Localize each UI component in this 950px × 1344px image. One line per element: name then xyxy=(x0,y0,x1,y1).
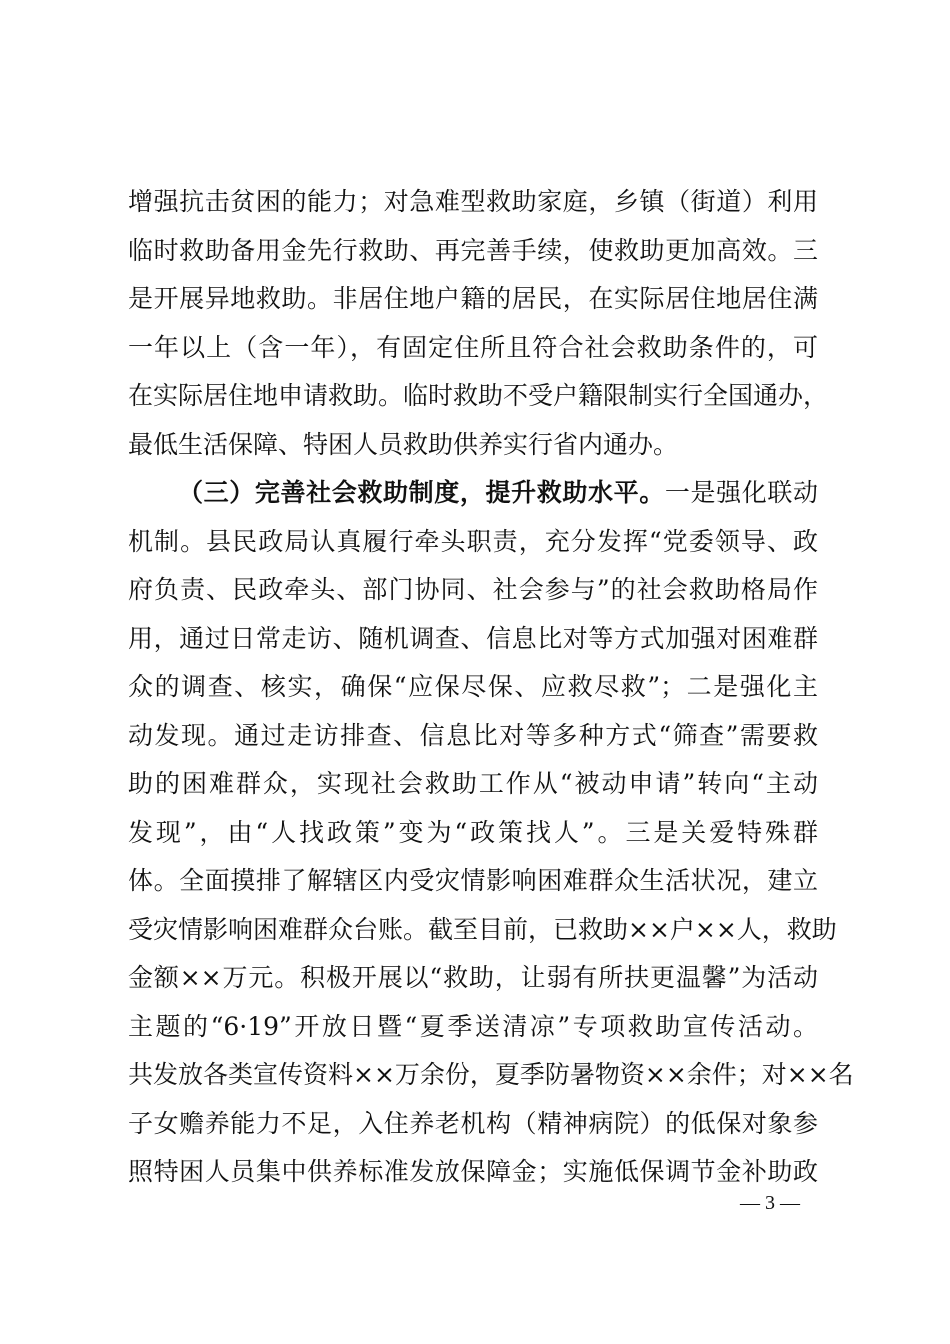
text-line: 用，通过日常走访、随机调查、信息比对等方式加强对困难群 xyxy=(128,623,818,653)
text-line: 金额××万元。积极开展以“救助，让弱有所扶更温馨”为活动 xyxy=(128,963,818,992)
text-line: 机制。县民政局认真履行牵头职责，充分发挥“党委领导、政 xyxy=(128,526,818,556)
text-line: 增强抗击贫困的能力；对急难型救助家庭，乡镇（街道）利用 xyxy=(128,187,818,216)
text-line: 是开展异地救助。非居住地户籍的居民，在实际居住地居住满 xyxy=(128,284,818,313)
text-line: 府负责、民政牵头、部门协同、社会参与”的社会救助格局作 xyxy=(128,575,818,604)
text-line: 共发放各类宣传资料××万余份，夏季防暑物资××余件；对××名 xyxy=(128,1060,854,1089)
text-line: 众的调查、核实，确保“应保尽保、应救尽救”；二是强化主 xyxy=(128,672,818,701)
text-line: 一年以上（含一年），有固定住所且符合社会救助条件的，可 xyxy=(128,332,818,362)
text-line: 助的困难群众，实现社会救助工作从“被动申请”转向“主动 xyxy=(128,769,818,798)
document-body xyxy=(128,178,854,1197)
text-line: 主题的“6·19”开放日暨“夏季送清凉”专项救助宣传活动。 xyxy=(128,1011,818,1041)
text-line: 子女赡养能力不足，入住养老机构（精神病院）的低保对象参 xyxy=(128,1108,818,1138)
text-line: 临时救助备用金先行救助、再完善手续，使救助更加高效。三 xyxy=(128,235,818,265)
text-line: 最低生活保障、特困人员救助供养实行省内通办。 xyxy=(128,429,679,459)
text-line: 发现”，由“人找政策”变为“政策找人”。三是关爱特殊群 xyxy=(128,817,818,847)
text-line: 照特困人员集中供养标准发放保障金；实施低保调节金补助政 xyxy=(128,1157,818,1186)
section-first-line xyxy=(128,469,818,518)
text-line: 在实际居住地申请救助。临时救助不受户籍限制实行全国通办， xyxy=(128,381,829,410)
section-first-line-text: 一是强化联动 xyxy=(664,478,818,507)
page-number: — 3 — xyxy=(740,1192,800,1214)
text-line: 体。全面摸排了解辖区内受灾情影响困难群众生活状况，建立 xyxy=(128,866,818,895)
text-line: 动发现。通过走访排查、信息比对等多种方式“筛查”需要救 xyxy=(128,720,818,750)
text-line: 受灾情影响困难群众台账。截至目前，已救助××户××人，救助 xyxy=(128,914,837,944)
section-heading: （三）完善社会救助制度，提升救助水平。 xyxy=(178,478,665,507)
